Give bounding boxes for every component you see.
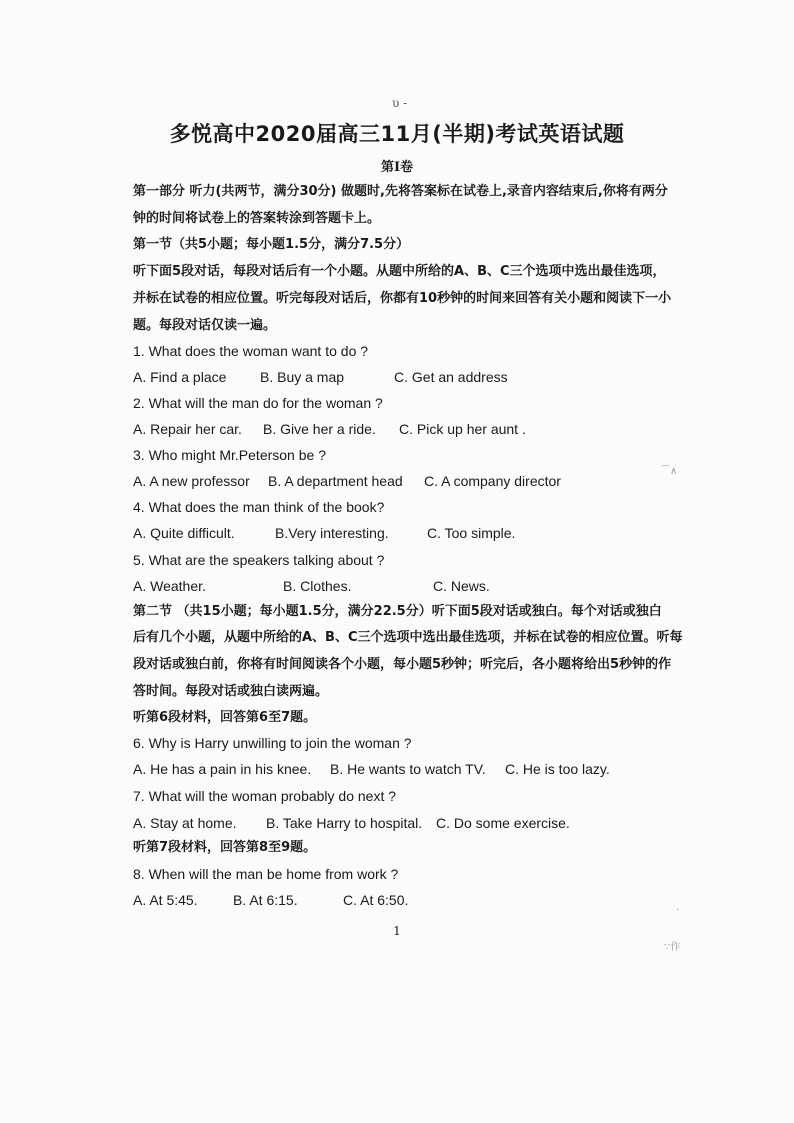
question-5-options	[133, 577, 490, 595]
material-7-heading: 听第7段材料，回答第8至9题。	[133, 840, 317, 855]
option-b: B. Buy a map	[260, 369, 345, 385]
option-b: B. Take Harry to hospital.	[266, 815, 423, 831]
option-a: A. A new professor	[133, 473, 250, 489]
section2-instruction-line3: 段对话或独白前，你将有时间阅读各个小题，每小题5秒钟；听完后，各小题将给出5秒钟的作	[133, 657, 672, 672]
option-c: C. He is too lazy.	[505, 761, 610, 777]
option-c: C. Pick up her aunt .	[399, 421, 526, 437]
section1-instruction-line1: 听下面5段对话，每段对话后有一个小题。从题中所给的A、B、C三个选项中选出最佳选项，	[133, 264, 666, 279]
option-a: A. Repair her car.	[133, 421, 242, 437]
question-7: 7. What will the woman probably do next ?	[133, 788, 397, 804]
exam-subtitle: 第Ⅰ卷	[380, 160, 414, 175]
question-7-options	[133, 814, 570, 832]
exam-title: 多悦高中2020届高三11月(半期)考试英语试题	[169, 122, 625, 146]
section2-instruction-line1: 第二节 （共15小题；每小题1.5分，满分22.5分）听下面5段对话或独白。每个对话或独白	[133, 604, 662, 619]
option-b: B. A department head	[268, 473, 403, 489]
option-b: B. He wants to watch TV.	[330, 761, 486, 777]
question-6: 6. Why is Harry unwilling to join the woman ?	[133, 735, 412, 751]
question-6-options	[133, 760, 610, 778]
top-mark: υ -	[392, 96, 408, 110]
option-b: B. At 6:15.	[233, 892, 298, 908]
question-3-options	[133, 472, 561, 490]
question-3: 3. Who might Mr.Peterson be ?	[133, 447, 326, 463]
question-5: 5. What are the speakers talking about ?	[133, 552, 385, 568]
option-c: C. A company director	[424, 473, 561, 489]
option-b: B.Very interesting.	[275, 525, 389, 541]
question-8-options	[133, 891, 408, 909]
option-a: A. Find a place	[133, 369, 227, 385]
section1-instruction-line2: 并标在试卷的相应位置。听完每段对话后，你都有10秒钟的时间来回答有关小题和阅读下一小	[133, 291, 672, 306]
option-a: A. Weather.	[133, 578, 206, 594]
option-c: C. Do some exercise.	[436, 815, 570, 831]
question-8: 8. When will the man be home from work ?	[133, 866, 399, 882]
question-4: 4. What does the man think of the book?	[133, 499, 385, 515]
section2-instruction-line4: 答时间。每段对话或独白读两遍。	[133, 684, 329, 699]
scan-speck: ·	[676, 905, 680, 916]
section1-heading: 第一节（共5小题；每小题1.5分，满分7.5分）	[133, 237, 410, 252]
option-a: A. Quite difficult.	[133, 525, 235, 541]
question-2: 2. What will the man do for the woman ?	[133, 395, 383, 411]
option-a: A. At 5:45.	[133, 892, 198, 908]
part1-instruction-line1: 第一部分 听力(共两节，满分30分) 做题时,先将答案标在试卷上,录音内容结束后,你将有两分	[133, 184, 668, 199]
scan-speck: ⌒∧	[660, 466, 678, 477]
page-number: 1	[393, 924, 401, 938]
option-c: C. Get an address	[394, 369, 508, 385]
question-1-options	[133, 368, 508, 386]
question-4-options	[133, 524, 515, 542]
material-6-heading: 听第6段材料，回答第6至7题。	[133, 710, 317, 725]
option-a: A. He has a pain in his knee.	[133, 761, 312, 777]
option-c: C. Too simple.	[427, 525, 516, 541]
option-b: B. Clothes.	[283, 578, 352, 594]
question-2-options	[133, 420, 526, 438]
option-c: C. At 6:50.	[343, 892, 409, 908]
option-b: B. Give her a ride.	[263, 421, 376, 437]
section2-instruction-line2: 后有几个小题，从题中所给的A、B、C三个选项中选出最佳选项，并标在试卷的相应位置。听每	[133, 630, 683, 645]
question-1: 1. What does the woman want to do ?	[133, 343, 369, 359]
scan-speck: ∵作	[664, 942, 681, 953]
option-c: C. News.	[433, 578, 490, 594]
section1-instruction-line3: 题。每段对话仅读一遍。	[133, 318, 277, 333]
part1-instruction-line2: 钟的时间将试卷上的答案转涂到答题卡上。	[133, 211, 381, 226]
option-a: A. Stay at home.	[133, 815, 237, 831]
